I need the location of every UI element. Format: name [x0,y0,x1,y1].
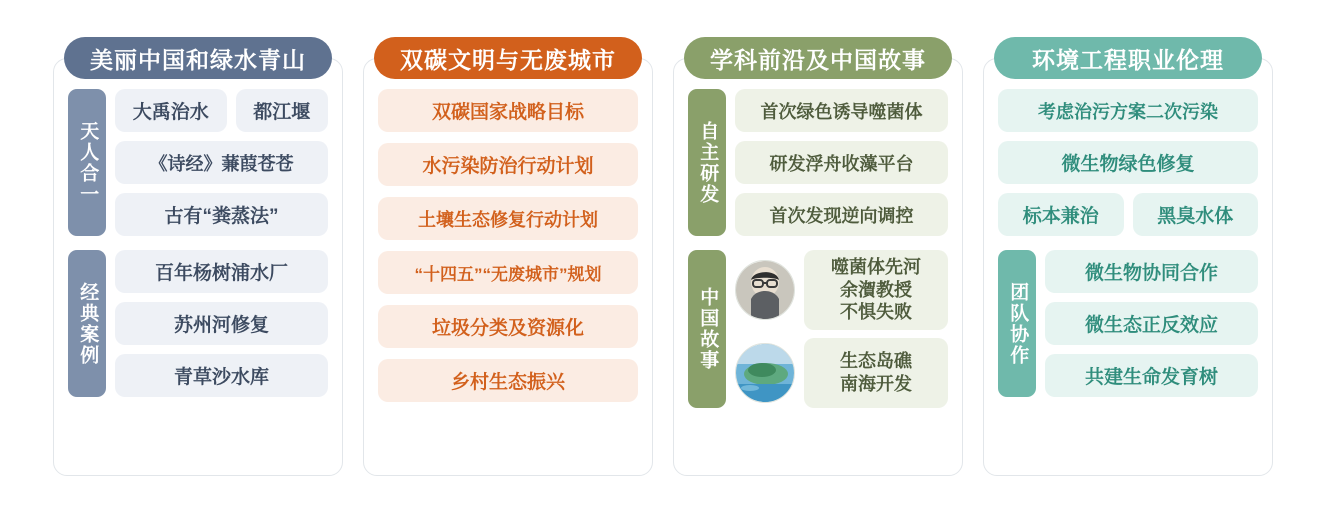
group-items [1045,250,1258,397]
list-item[interactable]: 首次发现逆向调控 [735,193,948,236]
group-label-text: 天人合一 [77,120,99,205]
pill-row [735,89,948,132]
column-title-dual-carbon: 双碳文明与无废城市 [374,37,642,79]
column-title-professional-ethics: 环境工程职业伦理 [994,37,1262,79]
list-item[interactable]: 微生态正反效应 [1045,302,1258,345]
list-item[interactable]: 首次绿色诱导噬菌体 [735,89,948,132]
group-label-china-stories [688,250,726,408]
list-item[interactable]: “十四五”“无废城市”规划 [378,251,638,294]
story-line: 不惧失败 [840,302,912,322]
group-classic-cases [68,250,328,397]
list-item[interactable] [735,250,948,330]
column-title-beautiful-china: 美丽中国和绿水青山 [64,37,332,79]
group-label-text: 团队协作 [1007,281,1029,366]
pill-row [1045,354,1258,397]
pill-row [115,302,328,345]
list-item[interactable]: 黑臭水体 [1133,193,1259,236]
story-text [804,338,948,408]
pill-row [735,193,948,236]
group-items [115,250,328,397]
pill-row [378,197,638,240]
column-professional-ethics [983,46,1273,476]
pill-row [115,89,328,132]
group-label-independent-rd [688,89,726,236]
group-tianren-heyi [68,89,328,236]
portrait-photo [735,260,795,320]
group-china-stories [688,250,948,408]
pill-row [115,141,328,184]
pill-row [998,193,1258,236]
list-item[interactable]: 都江堰 [236,89,329,132]
list-item[interactable]: 大禹治水 [115,89,227,132]
column-frontier-stories [673,46,963,476]
pill-row [115,250,328,293]
story-text [804,250,948,330]
list-item[interactable]: 共建生命发育树 [1045,354,1258,397]
group-label-text: 经典案例 [77,281,99,366]
story-line: 余㵑教授 [840,279,912,300]
list-item[interactable]: 百年杨树浦水厂 [115,250,328,293]
column-title-frontier-stories: 学科前沿及中国故事 [684,37,952,79]
pill-row [735,141,948,184]
pill-row [378,251,638,294]
pill-row [115,354,328,397]
list-item[interactable]: 青草沙水库 [115,354,328,397]
pill-row [378,143,638,186]
story-line: 生态岛礁 [840,351,912,371]
pill-row [1045,302,1258,345]
list-item[interactable]: 《诗经》蒹葭苍苍 [115,141,328,184]
list-item[interactable]: 微生物协同合作 [1045,250,1258,293]
column-beautiful-china [53,46,343,476]
list-item[interactable]: 水污染防治行动计划 [378,143,638,186]
list-item[interactable]: 土壤生态修复行动计划 [378,197,638,240]
list-item[interactable]: 标本兼治 [998,193,1124,236]
pill-row [998,89,1258,132]
pill-row [115,193,328,236]
group-dual-carbon-items [378,89,638,402]
column-dual-carbon [363,46,653,476]
group-label-text: 中国故事 [697,286,719,371]
list-item[interactable]: 乡村生态振兴 [378,359,638,402]
list-item[interactable]: 微生物绿色修复 [998,141,1258,184]
pill-row [378,89,638,132]
list-item[interactable]: 研发浮舟收藻平台 [735,141,948,184]
list-item[interactable]: 古有“粪蒸法” [115,193,328,236]
group-label-classic-cases [68,250,106,397]
list-item[interactable]: 垃圾分类及资源化 [378,305,638,348]
pill-row [378,359,638,402]
story-line: 南海开发 [840,373,912,394]
group-items [735,89,948,236]
list-item[interactable]: 双碳国家战略目标 [378,89,638,132]
list-item[interactable]: 考虑治污方案二次污染 [998,89,1258,132]
pill-row [1045,250,1258,293]
group-team-collaboration [998,250,1258,397]
group-items [378,89,638,402]
pill-row [378,305,638,348]
list-item[interactable]: 苏州河修复 [115,302,328,345]
group-ethics-items [998,89,1258,236]
pill-row [998,141,1258,184]
group-independent-rd [688,89,948,236]
group-items [735,250,948,408]
group-label-text: 自主研发 [697,120,719,205]
group-items [998,89,1258,236]
group-label-team-collaboration [998,250,1036,397]
list-item[interactable] [735,338,948,408]
group-label-tianren-heyi [68,89,106,236]
island-photo [735,343,795,403]
story-line: 噬菌体先河 [831,257,921,277]
group-items [115,89,328,236]
